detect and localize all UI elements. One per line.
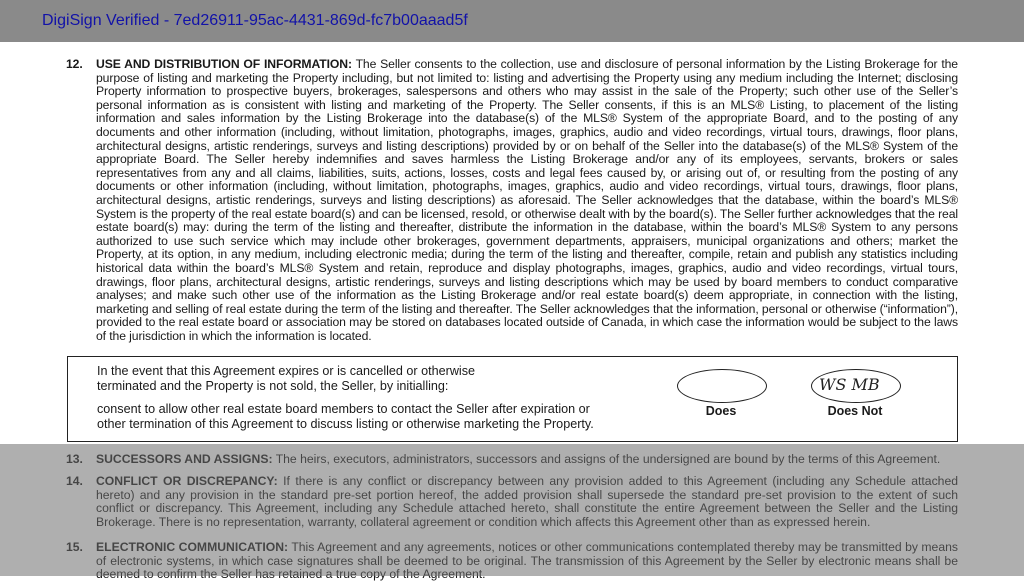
section-heading: USE AND DISTRIBUTION OF INFORMATION:: [96, 57, 352, 71]
does-not-label: Does Not: [827, 404, 883, 418]
box-line-3: consent to allow other real estate board members to contact the Seller after expiration or: [97, 402, 590, 416]
box-line-2: terminated and the Property is not sold, the Seller, by initialling:: [97, 379, 449, 393]
box-line-4: other termination of this Agreement to discuss listing or otherwise marketing the Property.: [97, 417, 594, 431]
verification-banner: [0, 0, 1024, 42]
section-number: 12.: [66, 57, 83, 71]
verification-text: DigiSign Verified - 7ed26911-95ac-4431-869d-fc7b00aaad5f: [42, 12, 468, 29]
lower-shade-overlay: [0, 444, 1024, 576]
does-label: Does: [705, 404, 737, 418]
initials-signature: WS MB: [819, 375, 880, 394]
box-line-1: In the event that this Agreement expires or is cancelled or otherwise: [97, 364, 476, 378]
initial-box: [67, 356, 958, 442]
section-12: [66, 58, 958, 343]
does-initial-oval[interactable]: [677, 369, 767, 403]
section-body: The Seller consents to the collection, use and disclosure of personal information by the Listing Brokerage for the purpose of listing and marketing the Property including, but not limited to: listing and advertising the Property using any medium including the Internet; disclosing Property information to prospective buyers, brokerages, salespersons and others who may assist in the sale of the Property; such other use of the Seller’s personal information as is consistent with listing and marketing of the Property. The Seller consents, if this is an MLS® Listing, to placement of the listing information and sales information by the Listing Brokerage into the database(s) of the MLS® System of the appropriate Board, and to the posting of any documents and other information (including, without limitation, photographs, images, graphics, audio and video recordings, virtual tours, drawings, floor plans, architectural designs, artistic renderings, surveys and listing descriptions) provided by or on behalf of the Seller into the database(s) of the MLS® System of the appropriate Board. The Seller hereby indemnifies and saves harmless the Listing Brokerage and/or any of its employees, servants, brokers or sales representatives from any and all claims, liabilities, suits, actions, losses, costs and legal fees caused by, or arising out of, or resulting from the posting of any documents or other information (including, without limitation, photographs, images, graphics, audio and video recordings, virtual tours, drawings, floor plans, architectural designs, artistic renderings, surveys and listing descriptions) as aforesaid. The Seller acknowledges that the database, within the board’s MLS® System is the property of the real estate board(s) and can be licensed, resold, or otherwise dealt with by the board(s). The Seller further acknowledges that the real estate board(s) may: during the term of the listing and thereafter, distribute the information in the database, within the board’s MLS® System to any persons authorized to use such service which may include other brokerages, government departments, appraisers, municipal organizations and others; market the Property, at its option, in any medium, including electronic media; during the term of the listing and thereafter, compile, retain and publish any statistics including historical data within the board’s MLS® System and retain, reproduce and display photographs, images, graphics, audio and video recordings, virtual tours, drawings, floor plans, architectural designs, artistic renderings, surveys and listing descriptions which may be used by board members to conduct comparative analyses; and make such other use of the information as the Listing Brokerage and/or real estate board(s) deem appropriate, in connection with the listing, marketing and selling of real estate during the term of the listing and thereafter. The Seller acknowledges that the information, personal or otherwise (“information”), provided to the real estate board or association may be stored on databases located outside of Canada, in which case the information would be subject to the laws of the jurisdiction in which the information is located.: [96, 57, 958, 343]
